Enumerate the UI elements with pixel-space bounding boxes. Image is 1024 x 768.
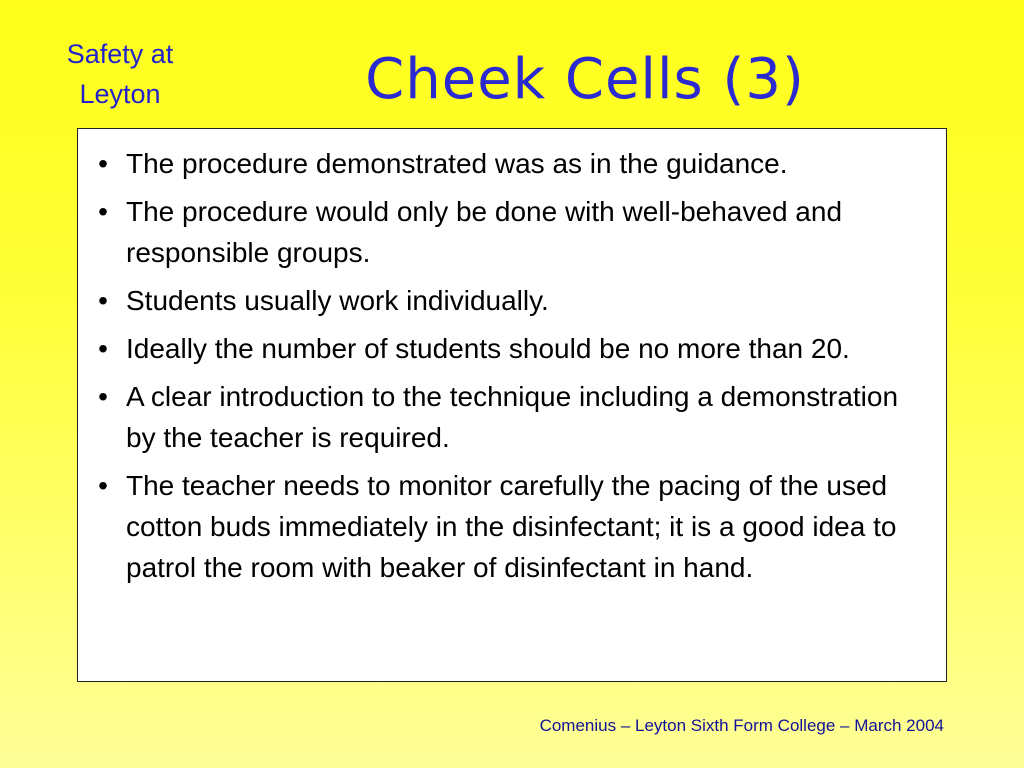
bullet-item (88, 191, 932, 273)
corner-label-line1: Safety at (66, 39, 174, 69)
corner-label (40, 34, 200, 114)
footer-text: Comenius – Leyton Sixth Form College – March 2004 (539, 716, 944, 735)
bullet-dot-icon: • (98, 285, 108, 316)
bullet-text: Ideally the number of students should be no more than 20. (126, 333, 850, 364)
bullet-item (88, 143, 932, 184)
bullet-dot-icon: • (98, 381, 108, 412)
bullet-item (88, 280, 932, 321)
content-box (77, 128, 947, 682)
bullet-dot-icon: • (98, 470, 108, 501)
bullet-dot-icon: • (98, 333, 108, 364)
bullet-text: The procedure demonstrated was as in the guidance. (126, 148, 788, 179)
bullet-item (88, 328, 932, 369)
bullet-dot-icon: • (98, 196, 108, 227)
bullet-item (88, 376, 932, 458)
bullet-text: Students usually work individually. (126, 285, 549, 316)
bullet-item (88, 465, 932, 588)
bullet-text: The procedure would only be done with well-behaved and responsible groups. (126, 196, 843, 268)
slide-title: Cheek Cells (3) (365, 47, 805, 112)
corner-label-line2: Leyton (79, 79, 161, 109)
bullet-text: A clear introduction to the technique including a demonstration by the teacher is required. (126, 381, 899, 453)
bullet-dot-icon: • (98, 148, 108, 179)
bullet-text: The teacher needs to monitor carefully the pacing of the used cotton buds immediately in the disinfectant; it is a good idea to patrol the room with beaker of disinfectant in hand. (126, 470, 897, 583)
bullet-list (88, 143, 932, 588)
